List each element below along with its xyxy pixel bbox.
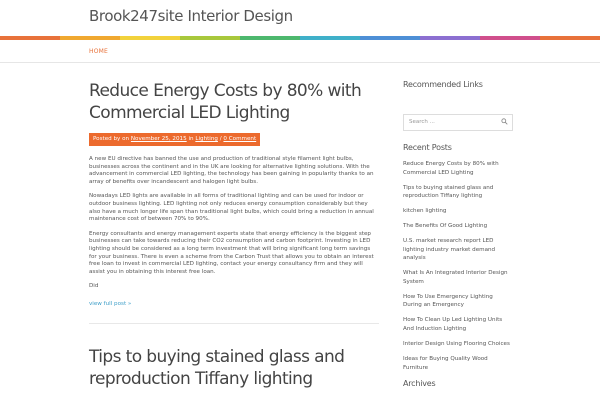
recommended-links-title: Recommended Links bbox=[403, 80, 483, 89]
post-tiffany bbox=[89, 346, 379, 390]
recent-post-link[interactable]: The Benefits Of Good Lighting bbox=[403, 223, 488, 230]
main-nav bbox=[0, 40, 600, 63]
post-paragraph: Nowadays LED lights are available in all forms of traditional lighting and can be used for indoor or outdoor business lighting. LED lighting not only reduces energy consumption considerably but they also have a much longer life span than traditional light bulbs, which could bring a reduction in annual maintenance cost of between 70% to 90%. bbox=[89, 193, 374, 223]
post-title-line1[interactable]: Reduce Energy Costs by 80% with bbox=[89, 81, 362, 101]
recent-post-link[interactable]: How To Clean Up Led Lighting Units And Induction Lighting bbox=[403, 317, 503, 333]
meta-category-link[interactable]: Lighting bbox=[195, 136, 218, 142]
search-box[interactable] bbox=[403, 114, 513, 131]
archives-title: Archives bbox=[403, 378, 436, 388]
meta-posted-by: Posted by bbox=[93, 136, 121, 142]
recent-post-link[interactable]: kitchen lighting bbox=[403, 208, 447, 215]
post-divider bbox=[89, 323, 379, 324]
post-body bbox=[89, 156, 377, 291]
meta-in: in bbox=[188, 136, 194, 142]
recent-posts-list bbox=[403, 160, 513, 372]
recent-post-link[interactable]: What Is An Integrated Interior Design System bbox=[403, 270, 508, 285]
search-icon[interactable] bbox=[501, 118, 508, 125]
nav-home-link[interactable]: HOME bbox=[89, 48, 109, 55]
recent-post-link[interactable]: Tips to buying stained glass and reproduction Tiffany lighting bbox=[403, 184, 494, 200]
post-title-line1[interactable]: Tips to buying stained glass and bbox=[89, 346, 345, 367]
post-title[interactable] bbox=[89, 80, 379, 124]
recent-post-link[interactable]: Interior Design Using Flooring Choices bbox=[403, 341, 510, 348]
main-content bbox=[89, 80, 379, 390]
post-meta bbox=[89, 133, 260, 146]
view-full-post-link[interactable]: view full post » bbox=[89, 300, 132, 307]
recent-post-link[interactable]: How To Use Emergency Lighting During an Emergency bbox=[403, 293, 493, 309]
post-paragraph: A new EU directive has banned the use and production of traditional style filament light bulbs, businesses across the continent and in the UK are looking for alternative lighting solutions. With the advancement in commercial LED lighting, the technology has been gaining in popularity thanks to an array of benefits over incandescent and halogen light bulbs. bbox=[89, 156, 374, 185]
meta-on: on bbox=[122, 136, 130, 142]
site-title[interactable]: Brook247site Interior Design bbox=[89, 7, 293, 25]
post-paragraph: Did bbox=[89, 283, 99, 290]
meta-comments-link[interactable]: 0 Comment bbox=[223, 136, 257, 142]
post-reduce-energy bbox=[89, 80, 379, 307]
recent-posts-title: Recent Posts bbox=[403, 143, 452, 152]
site-header bbox=[0, 0, 600, 36]
search-input[interactable]: Search ... bbox=[409, 119, 435, 125]
post-title[interactable] bbox=[89, 346, 379, 390]
meta-date-link[interactable]: November 25, 2015 bbox=[130, 136, 187, 142]
recent-post-link[interactable]: Reduce Energy Costs by 80% with Commercial LED Lighting bbox=[403, 161, 499, 176]
recent-post-link[interactable]: Ideas for Buying Quality Wood Furniture bbox=[403, 356, 488, 371]
recent-post-link[interactable]: U.S. market research report LED lighting industry market demand analysis bbox=[403, 238, 496, 262]
post-paragraph: Energy consultants and energy management experts state that energy efficiency is the biggest step businesses can take towards reducing their CO2 consumption and carbon footprint. Investing in LED lighting should be considered as a long term investment that will bring significant long term savings for your business. There is even a scheme from the Carbon Trust that allows you to obtain an interest free loan to invest in commercial LED lighting, contact your energy consultancy firm and they will assist you in obtaining this interest free loan. bbox=[89, 230, 374, 275]
post-title-line2[interactable]: reproduction Tiffany lighting bbox=[89, 368, 313, 389]
meta-separator: / bbox=[219, 136, 222, 142]
sidebar bbox=[403, 80, 513, 388]
post-title-line2[interactable]: Commercial LED Lighting bbox=[89, 103, 290, 123]
